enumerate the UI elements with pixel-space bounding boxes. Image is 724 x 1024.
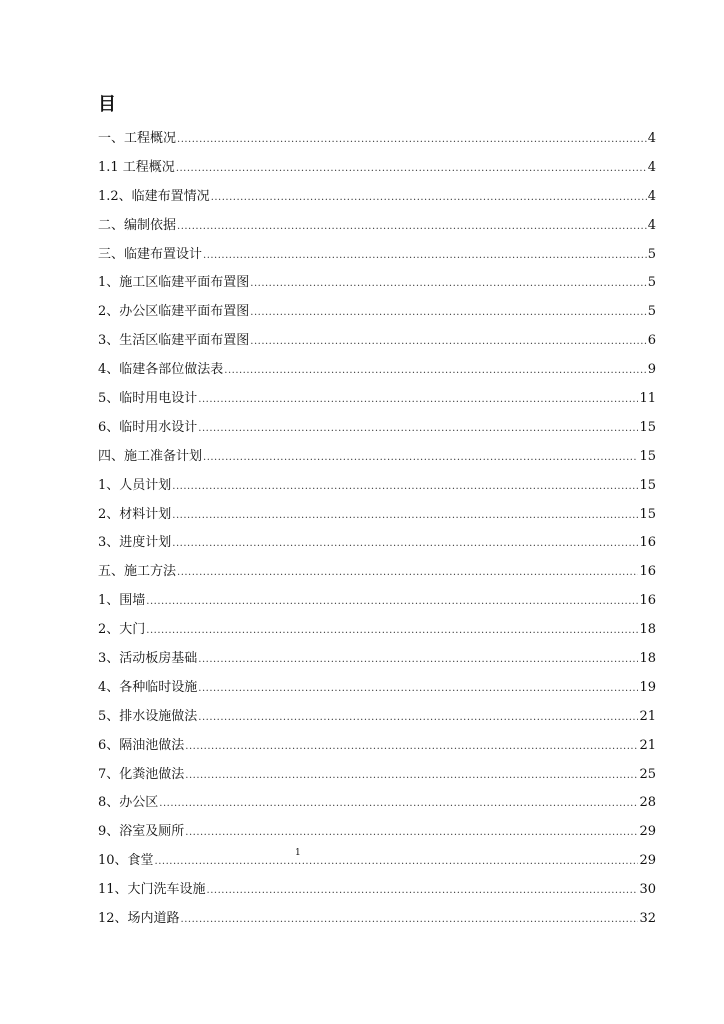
toc-leader-dots <box>250 274 646 294</box>
toc-entry-page: 32 <box>639 911 656 927</box>
toc-leader-dots <box>172 534 638 554</box>
toc-entry-page: 4 <box>647 131 656 146</box>
toc-leader-dots <box>207 881 639 901</box>
toc-entry-label: 1.2、临建布置情况 <box>98 188 210 204</box>
toc-leader-dots <box>177 563 638 583</box>
toc-leader-dots <box>177 217 647 237</box>
toc-entry-label: 9、浴室及厕所 <box>98 824 185 840</box>
toc-entry-page: 5 <box>647 275 656 291</box>
toc-entry-label: 8、办公区 <box>98 795 159 811</box>
toc-leader-dots <box>211 188 647 208</box>
toc-entry-page: 30 <box>639 882 656 898</box>
toc-entry-page: 15 <box>639 419 656 435</box>
toc-entry[interactable] <box>98 851 656 880</box>
toc-entry-page: 21 <box>639 737 656 753</box>
toc-leader-dots <box>177 130 647 150</box>
toc-entry[interactable] <box>98 302 656 331</box>
toc-entry[interactable] <box>98 707 656 736</box>
toc-entry[interactable] <box>98 649 656 678</box>
toc-leader-dots <box>185 766 638 786</box>
toc-entry-label: 6、隔油池做法 <box>98 737 185 753</box>
toc-entry-label: 11、大门洗车设施 <box>98 882 206 898</box>
toc-leader-dots <box>172 477 638 497</box>
toc-entry-label: 4、临建各部位做法表 <box>98 362 224 378</box>
toc-entry-label: 7、化粪池做法 <box>98 766 185 782</box>
toc-leader-dots <box>203 246 647 266</box>
toc-entry-label: 四、施工准备计划 <box>98 448 203 464</box>
toc-entry-label: 一、工程概况 <box>98 131 177 146</box>
toc-entry-label: 3、进度计划 <box>98 535 172 551</box>
toc-leader-dots <box>198 650 638 670</box>
toc-entry-label: 2、办公区临建平面布置图 <box>98 304 250 320</box>
toc-leader-dots <box>181 910 639 930</box>
toc-entry-label: 6、临时用水设计 <box>98 419 198 435</box>
toc-leader-dots <box>224 361 646 381</box>
toc-leader-dots <box>250 303 646 323</box>
toc-leader-dots <box>185 737 638 757</box>
toc-entry-label: 3、活动板房基础 <box>98 651 198 667</box>
toc-entry[interactable] <box>98 158 656 187</box>
toc-entry-page: 28 <box>639 795 656 811</box>
toc-entry-label: 1、施工区临建平面布置图 <box>98 275 250 291</box>
toc-entry-page: 15 <box>639 448 656 464</box>
toc-leader-dots <box>203 448 638 468</box>
toc-entry[interactable] <box>98 129 656 158</box>
toc-title: 目 <box>98 94 116 115</box>
toc-entry-page: 18 <box>639 622 656 638</box>
toc-entry-page: 21 <box>639 708 656 724</box>
toc-entry-label: 3、生活区临建平面布置图 <box>98 333 250 349</box>
toc-leader-dots <box>198 708 638 728</box>
toc-entry-page: 6 <box>647 333 656 349</box>
toc-leader-dots <box>250 332 646 352</box>
toc-entry[interactable] <box>98 476 656 505</box>
toc-entry-label: 五、施工方法 <box>98 564 177 580</box>
toc-leader-dots <box>159 794 638 814</box>
toc-leader-dots <box>146 592 638 612</box>
toc-leader-dots <box>146 621 638 641</box>
toc-entry-page: 25 <box>639 766 656 782</box>
toc-entry[interactable] <box>98 273 656 302</box>
toc-entry[interactable] <box>98 360 656 389</box>
toc-entry[interactable] <box>98 736 656 765</box>
toc-entry-page: 9 <box>647 362 656 378</box>
toc-leader-dots <box>172 506 638 526</box>
toc-entry[interactable] <box>98 793 656 822</box>
toc-entry[interactable] <box>98 533 656 562</box>
toc-entry-page: 16 <box>639 564 656 580</box>
page-number: 1 <box>295 848 301 858</box>
toc-entry-label: 1、人员计划 <box>98 477 172 493</box>
toc-entry-page: 4 <box>647 217 656 233</box>
toc-entry-label: 2、大门 <box>98 622 146 638</box>
toc-entry[interactable] <box>98 245 656 274</box>
toc-entry-page: 18 <box>639 651 656 667</box>
toc-entry[interactable] <box>98 505 656 534</box>
toc-leader-dots <box>198 679 638 699</box>
toc-entry[interactable] <box>98 591 656 620</box>
toc-entry-label: 三、临建布置设计 <box>98 246 203 262</box>
toc-leader-dots <box>185 823 638 843</box>
toc-entry-page: 4 <box>647 159 656 175</box>
toc-leader-dots <box>155 852 639 872</box>
toc-entry-page: 29 <box>639 853 656 869</box>
toc-entry-page: 29 <box>639 824 656 840</box>
toc-entry-label: 4、各种临时设施 <box>98 679 198 695</box>
toc-entry[interactable] <box>98 187 656 216</box>
toc-entry-label: 二、编制依据 <box>98 217 177 233</box>
toc-entry-label: 10、食堂 <box>98 853 154 869</box>
toc-leader-dots <box>176 159 647 179</box>
toc-entry[interactable] <box>98 562 656 591</box>
toc-entry-label: 5、排水设施做法 <box>98 708 198 724</box>
toc-leader-dots <box>198 390 638 410</box>
toc-entry-page: 11 <box>639 391 656 407</box>
toc-entry[interactable] <box>98 331 656 360</box>
table-of-contents <box>98 129 656 938</box>
toc-entry-page: 15 <box>639 506 656 522</box>
toc-entry-label: 1、围墙 <box>98 593 146 609</box>
toc-entry-page: 19 <box>639 679 656 695</box>
toc-entry-label: 5、临时用电设计 <box>98 391 198 407</box>
toc-entry[interactable] <box>98 389 656 418</box>
toc-entry-page: 4 <box>647 188 656 204</box>
toc-entry[interactable] <box>98 216 656 245</box>
toc-entry[interactable] <box>98 447 656 476</box>
toc-entry-label: 12、场内道路 <box>98 911 180 927</box>
toc-entry-page: 15 <box>639 477 656 493</box>
toc-entry[interactable] <box>98 822 656 851</box>
toc-entry-label: 1.1 工程概况 <box>98 159 175 175</box>
toc-leader-dots <box>198 419 638 439</box>
toc-entry[interactable] <box>98 765 656 794</box>
toc-entry[interactable] <box>98 620 656 649</box>
toc-entry[interactable] <box>98 678 656 707</box>
toc-entry-page: 5 <box>647 304 656 320</box>
toc-entry-label: 2、材料计划 <box>98 506 172 522</box>
toc-entry-page: 16 <box>639 535 656 551</box>
toc-entry[interactable] <box>98 880 656 909</box>
toc-entry[interactable] <box>98 418 656 447</box>
toc-entry[interactable] <box>98 909 656 938</box>
toc-entry-page: 16 <box>639 593 656 609</box>
toc-entry-page: 5 <box>647 246 656 262</box>
